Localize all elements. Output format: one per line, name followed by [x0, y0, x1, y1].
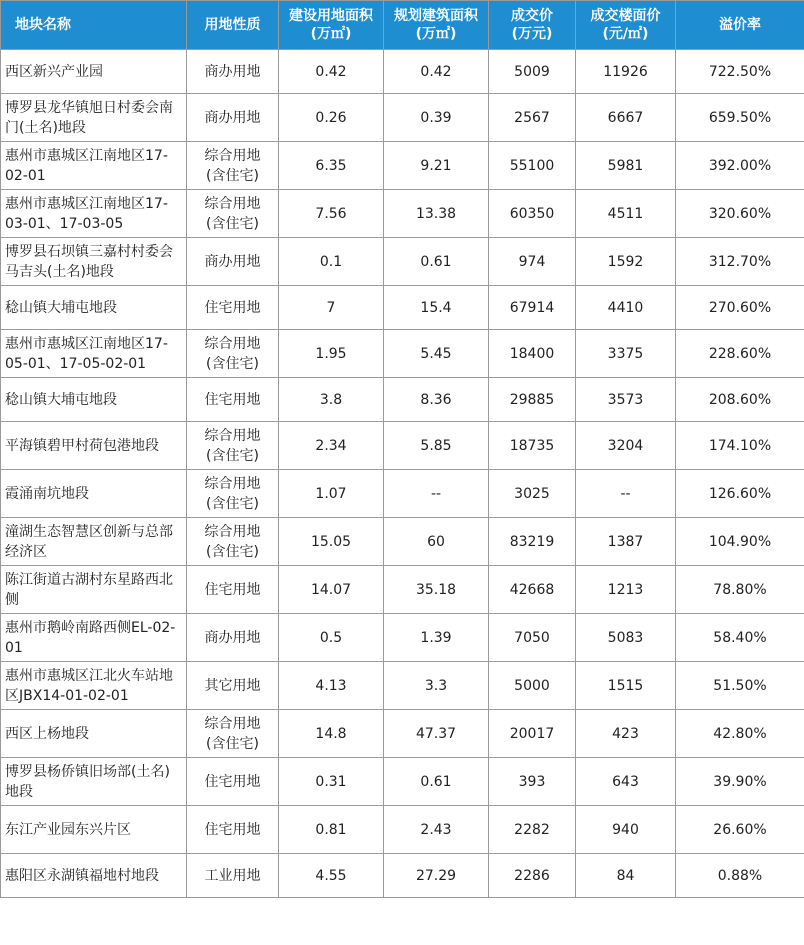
header-label: 地块名称 [15, 17, 71, 33]
deal-price-cell: 83219 [489, 518, 576, 566]
plot-name-cell: 惠州市鹅岭南路西侧EL-02-01 [1, 614, 187, 662]
plot-name-cell: 西区新兴产业园 [1, 50, 187, 94]
plot-name-cell: 博罗县龙华镇旭日村委会南门(土名)地段 [1, 94, 187, 142]
premium-rate-cell: 58.40% [676, 614, 804, 662]
build-area-cell: 8.36 [384, 378, 489, 422]
land-use-cell [187, 662, 279, 710]
deal-price-cell: 2282 [489, 806, 576, 854]
build-area-cell: 35.18 [384, 566, 489, 614]
build-area-cell: 15.4 [384, 286, 489, 330]
table-row [1, 566, 804, 614]
land-use-cell [187, 614, 279, 662]
plot-name-cell: 霞涌南坑地段 [1, 470, 187, 518]
floor-price-cell: 1515 [576, 662, 676, 710]
header-label: 规划建筑面积 [394, 8, 478, 24]
header-land-area [279, 1, 384, 50]
premium-rate-cell: 0.88% [676, 854, 804, 898]
table-row [1, 470, 804, 518]
table-body [1, 50, 804, 898]
table-row [1, 806, 804, 854]
land-use-line: 其它用地 [204, 677, 261, 694]
header-label: 成交楼面价 [590, 8, 661, 24]
floor-price-cell: 4511 [576, 190, 676, 238]
land-area-cell: 4.55 [279, 854, 384, 898]
land-use-cell [187, 378, 279, 422]
table-row [1, 614, 804, 662]
land-area-cell: 0.81 [279, 806, 384, 854]
floor-price-cell: 940 [576, 806, 676, 854]
build-area-cell: 5.45 [384, 330, 489, 378]
table-row [1, 854, 804, 898]
build-area-cell: 13.38 [384, 190, 489, 238]
land-use-cell [187, 518, 279, 566]
table-row [1, 518, 804, 566]
deal-price-cell: 42668 [489, 566, 576, 614]
build-area-cell: 0.61 [384, 758, 489, 806]
premium-rate-cell: 51.50% [676, 662, 804, 710]
land-use-line: (含住宅) [206, 735, 259, 752]
deal-price-cell: 20017 [489, 710, 576, 758]
deal-price-cell: 2286 [489, 854, 576, 898]
table-header [1, 1, 804, 50]
premium-rate-cell: 659.50% [676, 94, 804, 142]
land-use-line: 住宅用地 [204, 821, 261, 838]
build-area-cell: 0.39 [384, 94, 489, 142]
plot-name-cell: 平海镇碧甲村荷包港地段 [1, 422, 187, 470]
deal-price-cell: 29885 [489, 378, 576, 422]
land-area-cell: 14.07 [279, 566, 384, 614]
header-unit: (万㎡) [415, 26, 457, 42]
plot-name-cell: 惠州市惠城区江北火车站地区JBX14-01-02-01 [1, 662, 187, 710]
deal-price-cell: 18400 [489, 330, 576, 378]
land-area-cell: 7.56 [279, 190, 384, 238]
land-use-line: 综合用地 [204, 195, 261, 212]
premium-rate-cell: 104.90% [676, 518, 804, 566]
floor-price-cell: 643 [576, 758, 676, 806]
header-label: 成交价 [511, 8, 553, 24]
deal-price-cell: 7050 [489, 614, 576, 662]
premium-rate-cell: 312.70% [676, 238, 804, 286]
header-label: 溢价率 [719, 17, 761, 33]
land-use-line: 住宅用地 [204, 299, 261, 316]
land-use-line: 商办用地 [204, 109, 261, 126]
plot-name-cell: 稔山镇大埔屯地段 [1, 286, 187, 330]
table-row [1, 142, 804, 190]
land-use-line: 住宅用地 [204, 773, 261, 790]
land-use-cell [187, 190, 279, 238]
deal-price-cell: 974 [489, 238, 576, 286]
premium-rate-cell: 270.60% [676, 286, 804, 330]
floor-price-cell: 3375 [576, 330, 676, 378]
plot-name-cell: 东江产业园东兴片区 [1, 806, 187, 854]
land-area-cell: 4.13 [279, 662, 384, 710]
land-area-cell: 15.05 [279, 518, 384, 566]
plot-name-cell: 惠州市惠城区江南地区17-03-01、17-03-05 [1, 190, 187, 238]
header-land-use [187, 1, 279, 50]
premium-rate-cell: 174.10% [676, 422, 804, 470]
land-use-line: 综合用地 [204, 147, 261, 164]
table-row [1, 190, 804, 238]
plot-name-cell: 惠阳区永湖镇福地村地段 [1, 854, 187, 898]
table-row [1, 378, 804, 422]
land-area-cell: 7 [279, 286, 384, 330]
land-use-line: (含住宅) [206, 447, 259, 464]
header-label: 用地性质 [204, 17, 261, 33]
land-use-line: 住宅用地 [204, 581, 261, 598]
build-area-cell: 1.39 [384, 614, 489, 662]
floor-price-cell: 423 [576, 710, 676, 758]
floor-price-cell: 6667 [576, 94, 676, 142]
floor-price-cell: 5083 [576, 614, 676, 662]
header-premium-rate [676, 1, 804, 50]
land-area-cell: 0.5 [279, 614, 384, 662]
build-area-cell: 0.61 [384, 238, 489, 286]
plot-name-cell: 惠州市惠城区江南地区17-02-01 [1, 142, 187, 190]
floor-price-cell: -- [576, 470, 676, 518]
land-use-line: 综合用地 [204, 523, 261, 540]
land-use-line: (含住宅) [206, 543, 259, 560]
build-area-cell: 47.37 [384, 710, 489, 758]
deal-price-cell: 5000 [489, 662, 576, 710]
floor-price-cell: 4410 [576, 286, 676, 330]
table-row [1, 286, 804, 330]
build-area-cell: 0.42 [384, 50, 489, 94]
header-unit: (万元) [511, 26, 553, 42]
plot-name-cell: 西区上杨地段 [1, 710, 187, 758]
deal-price-cell: 60350 [489, 190, 576, 238]
plot-name-cell: 博罗县石坝镇三嘉村村委会马吉头(土名)地段 [1, 238, 187, 286]
deal-price-cell: 3025 [489, 470, 576, 518]
land-use-cell [187, 238, 279, 286]
land-use-line: 住宅用地 [204, 391, 261, 408]
land-use-line: 工业用地 [204, 867, 261, 884]
floor-price-cell: 5981 [576, 142, 676, 190]
premium-rate-cell: 392.00% [676, 142, 804, 190]
land-area-cell: 3.8 [279, 378, 384, 422]
deal-price-cell: 55100 [489, 142, 576, 190]
land-use-line: 商办用地 [204, 63, 261, 80]
header-build-area [384, 1, 489, 50]
table-row [1, 758, 804, 806]
floor-price-cell: 3204 [576, 422, 676, 470]
land-use-line: 商办用地 [204, 253, 261, 270]
land-use-line: 综合用地 [204, 715, 261, 732]
build-area-cell: 5.85 [384, 422, 489, 470]
land-area-cell: 6.35 [279, 142, 384, 190]
premium-rate-cell: 39.90% [676, 758, 804, 806]
land-use-cell [187, 50, 279, 94]
land-use-line: 综合用地 [204, 335, 261, 352]
land-use-line: (含住宅) [206, 495, 259, 512]
land-use-cell [187, 422, 279, 470]
land-use-cell [187, 806, 279, 854]
land-area-cell: 14.8 [279, 710, 384, 758]
header-deal-price [489, 1, 576, 50]
table-row [1, 330, 804, 378]
deal-price-cell: 18735 [489, 422, 576, 470]
land-area-cell: 0.31 [279, 758, 384, 806]
land-area-cell: 1.95 [279, 330, 384, 378]
land-use-line: (含住宅) [206, 167, 259, 184]
land-use-cell [187, 286, 279, 330]
header-floor-price [576, 1, 676, 50]
plot-name-cell: 博罗县杨侨镇旧场部(土名)地段 [1, 758, 187, 806]
land-use-cell [187, 758, 279, 806]
land-area-cell: 0.26 [279, 94, 384, 142]
premium-rate-cell: 722.50% [676, 50, 804, 94]
floor-price-cell: 1387 [576, 518, 676, 566]
header-unit: (万㎡) [310, 26, 352, 42]
premium-rate-cell: 320.60% [676, 190, 804, 238]
deal-price-cell: 5009 [489, 50, 576, 94]
premium-rate-cell: 126.60% [676, 470, 804, 518]
premium-rate-cell: 228.60% [676, 330, 804, 378]
land-use-cell [187, 710, 279, 758]
plot-name-cell: 潼湖生态智慧区创新与总部经济区 [1, 518, 187, 566]
land-use-cell [187, 142, 279, 190]
floor-price-cell: 3573 [576, 378, 676, 422]
deal-price-cell: 2567 [489, 94, 576, 142]
build-area-cell: 27.29 [384, 854, 489, 898]
land-use-cell [187, 94, 279, 142]
header-label: 建设用地面积 [289, 8, 373, 24]
deal-price-cell: 67914 [489, 286, 576, 330]
build-area-cell: 60 [384, 518, 489, 566]
land-use-line: (含住宅) [206, 355, 259, 372]
premium-rate-cell: 78.80% [676, 566, 804, 614]
floor-price-cell: 1592 [576, 238, 676, 286]
header-unit: (元/㎡) [602, 26, 649, 42]
premium-rate-cell: 208.60% [676, 378, 804, 422]
build-area-cell: -- [384, 470, 489, 518]
table-row [1, 662, 804, 710]
table-row [1, 238, 804, 286]
land-use-cell [187, 566, 279, 614]
build-area-cell: 3.3 [384, 662, 489, 710]
build-area-cell: 2.43 [384, 806, 489, 854]
floor-price-cell: 1213 [576, 566, 676, 614]
plot-name-cell: 惠州市惠城区江南地区17-05-01、17-05-02-01 [1, 330, 187, 378]
header-row [1, 1, 804, 50]
land-area-cell: 0.1 [279, 238, 384, 286]
land-area-cell: 1.07 [279, 470, 384, 518]
table-row [1, 50, 804, 94]
table-row [1, 710, 804, 758]
land-use-cell [187, 470, 279, 518]
land-use-line: 综合用地 [204, 475, 261, 492]
deal-price-cell: 393 [489, 758, 576, 806]
floor-price-cell: 84 [576, 854, 676, 898]
premium-rate-cell: 42.80% [676, 710, 804, 758]
land-use-line: 商办用地 [204, 629, 261, 646]
table-row [1, 94, 804, 142]
land-use-line: (含住宅) [206, 215, 259, 232]
plot-name-cell: 陈江街道古湖村东星路西北侧 [1, 566, 187, 614]
land-use-line: 综合用地 [204, 427, 261, 444]
plot-name-cell: 稔山镇大埔屯地段 [1, 378, 187, 422]
land-area-cell: 0.42 [279, 50, 384, 94]
header-plot-name [1, 1, 187, 50]
floor-price-cell: 11926 [576, 50, 676, 94]
land-use-cell [187, 854, 279, 898]
land-area-cell: 2.34 [279, 422, 384, 470]
premium-rate-cell: 26.60% [676, 806, 804, 854]
table-row [1, 422, 804, 470]
land-use-cell [187, 330, 279, 378]
build-area-cell: 9.21 [384, 142, 489, 190]
